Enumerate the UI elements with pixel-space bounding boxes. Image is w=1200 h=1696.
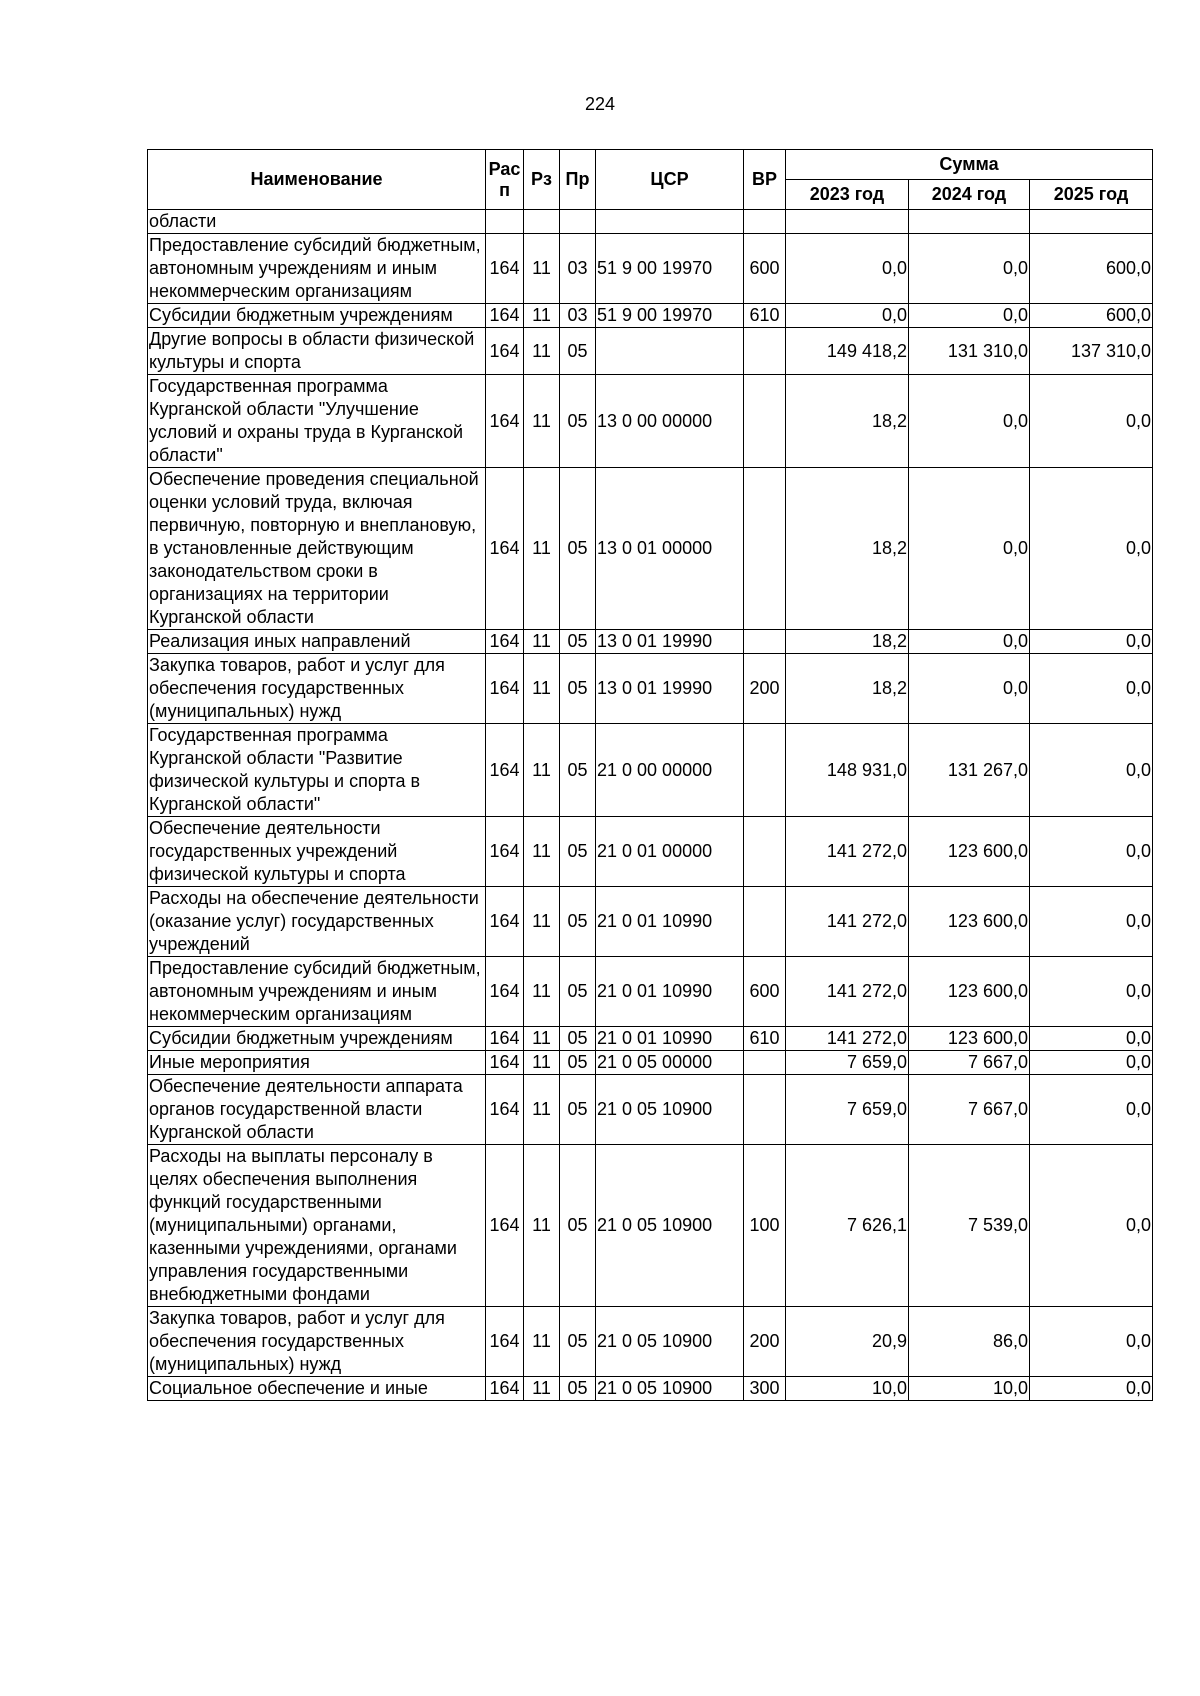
row-name: Реализация иных направлений bbox=[148, 630, 486, 654]
row-sum-2024: 0,0 bbox=[909, 375, 1030, 468]
row-sum-2024: 7 539,0 bbox=[909, 1145, 1030, 1307]
row-rz: 11 bbox=[524, 887, 560, 957]
row-rz: 11 bbox=[524, 654, 560, 724]
row-sum-2024: 123 600,0 bbox=[909, 1027, 1030, 1051]
row-pr: 03 bbox=[560, 234, 596, 304]
row-sum-2025: 0,0 bbox=[1030, 1307, 1153, 1377]
row-pr: 03 bbox=[560, 304, 596, 328]
row-sum-2023: 18,2 bbox=[786, 375, 909, 468]
row-vr bbox=[744, 630, 786, 654]
row-rasp: 164 bbox=[486, 1051, 524, 1075]
row-rasp: 164 bbox=[486, 887, 524, 957]
header-name: Наименование bbox=[148, 150, 486, 210]
row-csr: 13 0 01 19990 bbox=[596, 654, 744, 724]
row-vr: 300 bbox=[744, 1377, 786, 1401]
row-name: Предоставление субсидий бюджетным, автономным учреждениям и иным некоммерческим организациям bbox=[148, 234, 486, 304]
row-sum-2023: 149 418,2 bbox=[786, 328, 909, 375]
row-name: Предоставление субсидий бюджетным, автономным учреждениям и иным некоммерческим организациям bbox=[148, 957, 486, 1027]
row-csr: 13 0 01 00000 bbox=[596, 468, 744, 630]
row-rz: 11 bbox=[524, 468, 560, 630]
row-csr: 21 0 05 10900 bbox=[596, 1145, 744, 1307]
row-sum-2023: 7 626,1 bbox=[786, 1145, 909, 1307]
row-pr: 05 bbox=[560, 1377, 596, 1401]
row-pr: 05 bbox=[560, 887, 596, 957]
row-rasp: 164 bbox=[486, 630, 524, 654]
row-vr: 100 bbox=[744, 1145, 786, 1307]
row-pr: 05 bbox=[560, 817, 596, 887]
row-sum-2023: 20,9 bbox=[786, 1307, 909, 1377]
row-sum-2024: 131 267,0 bbox=[909, 724, 1030, 817]
row-sum-2025 bbox=[1030, 210, 1153, 234]
header-pr: Пр bbox=[560, 150, 596, 210]
row-rz: 11 bbox=[524, 724, 560, 817]
row-rasp: 164 bbox=[486, 375, 524, 468]
row-pr: 05 bbox=[560, 1307, 596, 1377]
row-rz bbox=[524, 210, 560, 234]
table-row bbox=[148, 654, 1153, 724]
row-rz: 11 bbox=[524, 1145, 560, 1307]
row-rz: 11 bbox=[524, 817, 560, 887]
row-csr: 21 0 05 10900 bbox=[596, 1075, 744, 1145]
row-csr: 21 0 00 00000 bbox=[596, 724, 744, 817]
table-row bbox=[148, 724, 1153, 817]
row-rasp: 164 bbox=[486, 234, 524, 304]
row-sum-2025: 600,0 bbox=[1030, 304, 1153, 328]
table-row bbox=[148, 375, 1153, 468]
row-rz: 11 bbox=[524, 234, 560, 304]
row-sum-2025: 0,0 bbox=[1030, 817, 1153, 887]
row-csr: 21 0 05 10900 bbox=[596, 1377, 744, 1401]
header-2025: 2025 год bbox=[1030, 180, 1153, 210]
row-csr bbox=[596, 328, 744, 375]
row-rz: 11 bbox=[524, 304, 560, 328]
row-vr: 610 bbox=[744, 304, 786, 328]
table-row bbox=[148, 1377, 1153, 1401]
row-vr: 200 bbox=[744, 654, 786, 724]
header-2023: 2023 год bbox=[786, 180, 909, 210]
row-pr: 05 bbox=[560, 654, 596, 724]
row-rz: 11 bbox=[524, 375, 560, 468]
row-rasp: 164 bbox=[486, 1377, 524, 1401]
row-rasp: 164 bbox=[486, 817, 524, 887]
row-vr: 610 bbox=[744, 1027, 786, 1051]
row-vr bbox=[744, 375, 786, 468]
row-rasp: 164 bbox=[486, 957, 524, 1027]
row-rz: 11 bbox=[524, 328, 560, 375]
row-sum-2025: 0,0 bbox=[1030, 1377, 1153, 1401]
row-csr: 13 0 01 19990 bbox=[596, 630, 744, 654]
row-sum-2023: 0,0 bbox=[786, 234, 909, 304]
row-pr: 05 bbox=[560, 724, 596, 817]
row-csr: 21 0 05 00000 bbox=[596, 1051, 744, 1075]
row-pr: 05 bbox=[560, 328, 596, 375]
row-name: Иные мероприятия bbox=[148, 1051, 486, 1075]
row-sum-2024: 0,0 bbox=[909, 654, 1030, 724]
row-csr: 51 9 00 19970 bbox=[596, 234, 744, 304]
row-name: Другие вопросы в области физической культуры и спорта bbox=[148, 328, 486, 375]
row-sum-2024: 131 310,0 bbox=[909, 328, 1030, 375]
row-rasp: 164 bbox=[486, 1307, 524, 1377]
row-sum-2023 bbox=[786, 210, 909, 234]
table-row bbox=[148, 887, 1153, 957]
row-sum-2025: 0,0 bbox=[1030, 654, 1153, 724]
row-rasp: 164 bbox=[486, 654, 524, 724]
table-row bbox=[148, 328, 1153, 375]
row-sum-2023: 141 272,0 bbox=[786, 1027, 909, 1051]
row-name: Закупка товаров, работ и услуг для обеспечения государственных (муниципальных) нужд bbox=[148, 654, 486, 724]
row-name: Обеспечение проведения специальной оценки условий труда, включая первичную, повторную и внеплановую, в установленные действующим законодательством сроки в организациях на территории Курганской области bbox=[148, 468, 486, 630]
row-rasp bbox=[486, 210, 524, 234]
row-pr: 05 bbox=[560, 375, 596, 468]
table-row bbox=[148, 1145, 1153, 1307]
row-sum-2024: 123 600,0 bbox=[909, 887, 1030, 957]
header-rz: Рз bbox=[524, 150, 560, 210]
row-sum-2025: 0,0 bbox=[1030, 1145, 1153, 1307]
row-sum-2023: 141 272,0 bbox=[786, 817, 909, 887]
row-sum-2024: 0,0 bbox=[909, 468, 1030, 630]
row-sum-2023: 10,0 bbox=[786, 1377, 909, 1401]
row-sum-2023: 18,2 bbox=[786, 654, 909, 724]
table-row bbox=[148, 1307, 1153, 1377]
row-name: Субсидии бюджетным учреждениям bbox=[148, 1027, 486, 1051]
row-sum-2025: 0,0 bbox=[1030, 1051, 1153, 1075]
row-sum-2023: 141 272,0 bbox=[786, 887, 909, 957]
row-csr: 51 9 00 19970 bbox=[596, 304, 744, 328]
row-sum-2025: 137 310,0 bbox=[1030, 328, 1153, 375]
budget-table bbox=[147, 149, 1153, 1401]
row-vr: 200 bbox=[744, 1307, 786, 1377]
row-pr bbox=[560, 210, 596, 234]
row-pr: 05 bbox=[560, 630, 596, 654]
row-sum-2025: 0,0 bbox=[1030, 1075, 1153, 1145]
table-row bbox=[148, 468, 1153, 630]
row-rasp: 164 bbox=[486, 1027, 524, 1051]
row-rz: 11 bbox=[524, 1051, 560, 1075]
table-row bbox=[148, 210, 1153, 234]
table-row bbox=[148, 957, 1153, 1027]
row-rasp: 164 bbox=[486, 328, 524, 375]
row-sum-2024: 7 667,0 bbox=[909, 1075, 1030, 1145]
row-name: области bbox=[148, 210, 486, 234]
row-vr: 600 bbox=[744, 957, 786, 1027]
row-sum-2023: 148 931,0 bbox=[786, 724, 909, 817]
row-pr: 05 bbox=[560, 1145, 596, 1307]
row-name: Государственная программа Курганской области "Улучшение условий и охраны труда в Курганской области" bbox=[148, 375, 486, 468]
row-sum-2025: 0,0 bbox=[1030, 630, 1153, 654]
header-vr: ВР bbox=[744, 150, 786, 210]
row-pr: 05 bbox=[560, 1027, 596, 1051]
row-sum-2023: 141 272,0 bbox=[786, 957, 909, 1027]
row-sum-2024: 0,0 bbox=[909, 234, 1030, 304]
row-pr: 05 bbox=[560, 1075, 596, 1145]
row-vr bbox=[744, 817, 786, 887]
row-sum-2025: 0,0 bbox=[1030, 468, 1153, 630]
row-sum-2023: 18,2 bbox=[786, 468, 909, 630]
row-sum-2024: 10,0 bbox=[909, 1377, 1030, 1401]
row-sum-2024: 0,0 bbox=[909, 630, 1030, 654]
header-sum: Сумма bbox=[786, 150, 1153, 180]
row-sum-2025: 600,0 bbox=[1030, 234, 1153, 304]
row-rasp: 164 bbox=[486, 1145, 524, 1307]
row-vr: 600 bbox=[744, 234, 786, 304]
row-csr: 21 0 01 10990 bbox=[596, 957, 744, 1027]
row-rasp: 164 bbox=[486, 724, 524, 817]
row-pr: 05 bbox=[560, 1051, 596, 1075]
table-row bbox=[148, 234, 1153, 304]
row-vr bbox=[744, 210, 786, 234]
row-sum-2024: 86,0 bbox=[909, 1307, 1030, 1377]
row-sum-2023: 0,0 bbox=[786, 304, 909, 328]
header-2024: 2024 год bbox=[909, 180, 1030, 210]
row-csr: 21 0 01 10990 bbox=[596, 887, 744, 957]
row-sum-2025: 0,0 bbox=[1030, 724, 1153, 817]
page-number: 224 bbox=[584, 94, 616, 114]
row-sum-2024: 0,0 bbox=[909, 304, 1030, 328]
row-sum-2024: 123 600,0 bbox=[909, 817, 1030, 887]
row-name: Обеспечение деятельности аппарата органов государственной власти Курганской области bbox=[148, 1075, 486, 1145]
row-pr: 05 bbox=[560, 957, 596, 1027]
table-row bbox=[148, 630, 1153, 654]
row-sum-2025: 0,0 bbox=[1030, 1027, 1153, 1051]
row-sum-2024: 123 600,0 bbox=[909, 957, 1030, 1027]
row-vr bbox=[744, 328, 786, 375]
table-row bbox=[148, 1027, 1153, 1051]
row-vr bbox=[744, 1075, 786, 1145]
row-sum-2025: 0,0 bbox=[1030, 957, 1153, 1027]
row-sum-2023: 7 659,0 bbox=[786, 1051, 909, 1075]
row-name: Расходы на обеспечение деятельности (оказание услуг) государственных учреждений bbox=[148, 887, 486, 957]
table-row bbox=[148, 1051, 1153, 1075]
row-vr bbox=[744, 1051, 786, 1075]
row-rz: 11 bbox=[524, 1377, 560, 1401]
row-vr bbox=[744, 468, 786, 630]
row-name: Государственная программа Курганской области "Развитие физической культуры и спорта в Курганской области" bbox=[148, 724, 486, 817]
header-rasp: Рас п bbox=[486, 150, 524, 210]
row-csr bbox=[596, 210, 744, 234]
row-name: Закупка товаров, работ и услуг для обеспечения государственных (муниципальных) нужд bbox=[148, 1307, 486, 1377]
header-csr: ЦСР bbox=[596, 150, 744, 210]
row-rasp: 164 bbox=[486, 1075, 524, 1145]
row-sum-2025: 0,0 bbox=[1030, 887, 1153, 957]
table-body bbox=[148, 210, 1153, 1401]
row-vr bbox=[744, 887, 786, 957]
row-name: Обеспечение деятельности государственных учреждений физической культуры и спорта bbox=[148, 817, 486, 887]
row-name: Расходы на выплаты персоналу в целях обеспечения выполнения функций государственными (муниципальными) органами, казенными учреждениями, органами управления государственными внебюджетными фондами bbox=[148, 1145, 486, 1307]
row-rz: 11 bbox=[524, 1307, 560, 1377]
row-rz: 11 bbox=[524, 630, 560, 654]
table-row bbox=[148, 1075, 1153, 1145]
row-sum-2025: 0,0 bbox=[1030, 375, 1153, 468]
row-rz: 11 bbox=[524, 1075, 560, 1145]
table-row bbox=[148, 817, 1153, 887]
row-csr: 21 0 01 10990 bbox=[596, 1027, 744, 1051]
row-pr: 05 bbox=[560, 468, 596, 630]
row-name: Субсидии бюджетным учреждениям bbox=[148, 304, 486, 328]
row-sum-2023: 7 659,0 bbox=[786, 1075, 909, 1145]
row-rasp: 164 bbox=[486, 468, 524, 630]
row-rasp: 164 bbox=[486, 304, 524, 328]
row-sum-2024 bbox=[909, 210, 1030, 234]
row-csr: 13 0 00 00000 bbox=[596, 375, 744, 468]
row-sum-2023: 18,2 bbox=[786, 630, 909, 654]
row-sum-2024: 7 667,0 bbox=[909, 1051, 1030, 1075]
table-header bbox=[148, 150, 1153, 210]
row-csr: 21 0 05 10900 bbox=[596, 1307, 744, 1377]
row-rz: 11 bbox=[524, 1027, 560, 1051]
row-rz: 11 bbox=[524, 957, 560, 1027]
row-csr: 21 0 01 00000 bbox=[596, 817, 744, 887]
table-row bbox=[148, 304, 1153, 328]
row-vr bbox=[744, 724, 786, 817]
row-name: Социальное обеспечение и иные bbox=[148, 1377, 486, 1401]
